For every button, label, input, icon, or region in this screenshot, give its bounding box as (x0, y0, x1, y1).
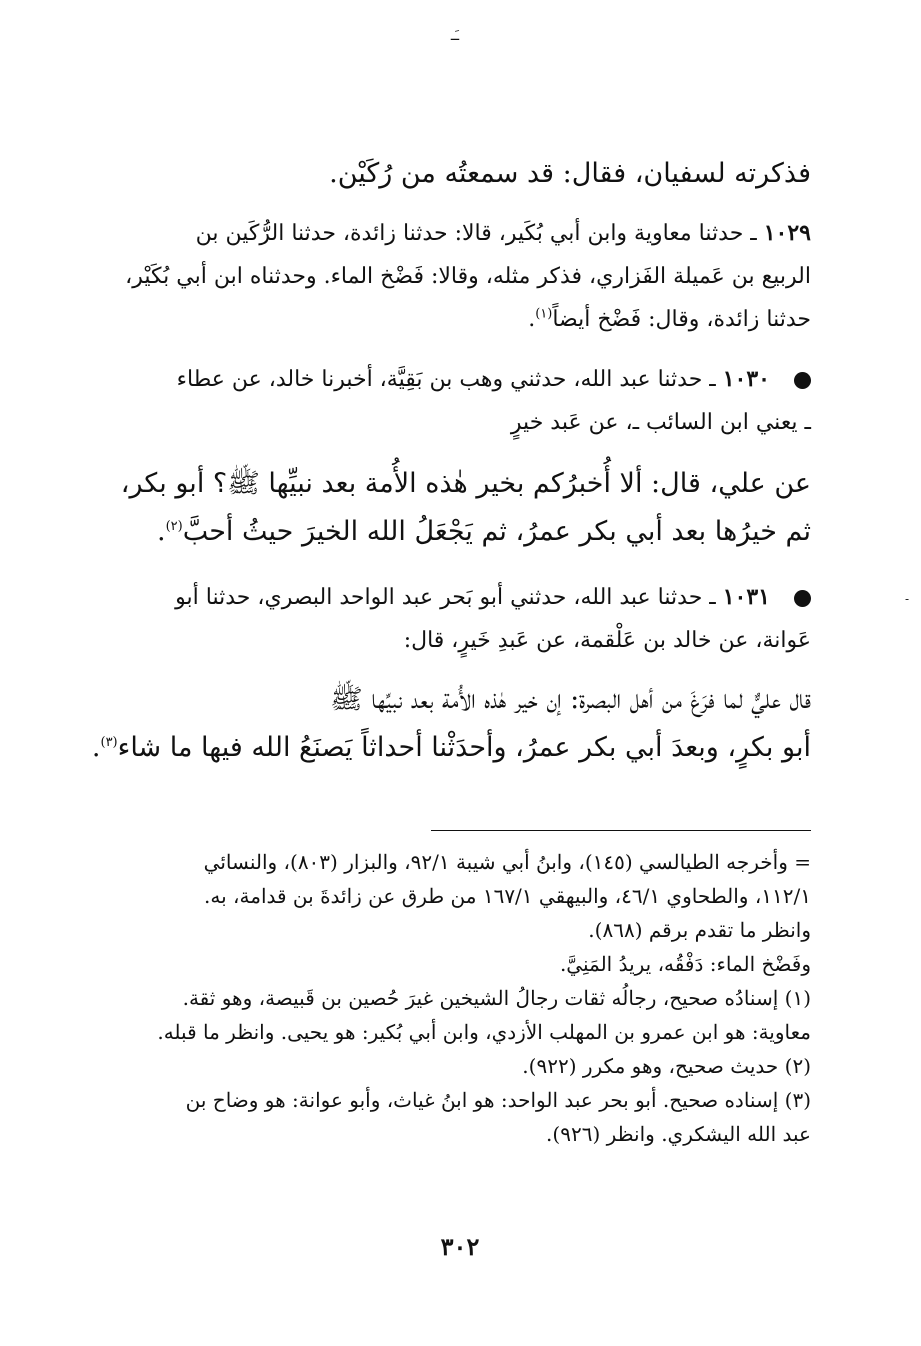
hadith-1031-matn-line-2: أبو بكرٍ، وبعدَ أبي بكر عمرُ، وأحدَثْنا أحداثاً يَصنَعُ الله فيها ما شاء$^{(٣)}$. (91, 732, 811, 763)
top-ornament-mark: ـَـ (450, 28, 460, 44)
hadith-number: ١٠٣٠ (722, 366, 770, 392)
footnote-continuation-line-2: ١١٢/١، والطحاوي ٤٦/١، والبيهقي ١٦٧/١ من طرق عن زائدةَ بن قدامة، به. (204, 884, 811, 908)
footnote-ref-2: (٢) (165, 519, 183, 534)
hadith-1031-matn-line-1: قال عليٌّ لما فرَغَ من أهل البصرة: إن خير هٰذه الأُمة بعد نبيِّها ﷺ (330, 684, 811, 715)
footnote-1-line-1: (١) إسنادُه صحيح، رجالُه ثقات رجالُ الشيخين غيرَ حُصين بن قَبيصة، وهو ثقة. (182, 986, 811, 1010)
hadith-1029-line-1 (101, 212, 811, 255)
hadith-1031-matn (91, 676, 811, 772)
hadith-1030 (101, 358, 811, 444)
footnote-ref-1: (١) (535, 306, 553, 322)
hadith-1030-matn (101, 460, 811, 556)
hadith-1029-text-3: حدثنا زائدة، وقال: فَضْخ أيضاً (552, 307, 811, 332)
footnote-continuation-line-4: وفَضْخ الماء: دَفْقُه، يريدُ المَنِيَّ. (559, 952, 811, 976)
footnotes-section (101, 845, 811, 1151)
hadith-1029 (101, 212, 811, 341)
hadith-1030-text-1: ـ حدثنا عبد الله، حدثني وهب بن بَقِيَّة، أخبرنا خالد، عن عطاء (176, 367, 716, 392)
margin-mark: - (905, 592, 910, 606)
hadith-1030-matn-line-1: عن علي، قال: ألا أُخبرُكم بخير هٰذه الأُمة بعد نبيِّها ﷺ؟ أبو بكر، (120, 468, 811, 499)
hadith-1030-matn-text-2: ثم خيرُها بعد أبي بكر عمرُ، ثم يَجْعَلُ الله الخيرَ حيثُ أحبَّ (182, 516, 811, 547)
hadith-1030-line-2: ـ يعني ابن السائب ـ، عن عَبد خيرٍ (510, 410, 811, 435)
footnote-ref-3: (٣) (100, 735, 118, 750)
hadith-1031-line-2: عَوانة، عن خالد بن عَلْقمة، عن عَبدِ خَيرٍ، قال: (403, 628, 811, 653)
hadith-1030-line-1 (101, 358, 811, 401)
hadith-number: ١٠٣١ (722, 584, 770, 610)
hadith-1031 (101, 576, 811, 662)
footnote-continuation-line-3: وانظر ما تقدم برقم (٨٦٨). (588, 918, 811, 942)
footnote-1-line-2: معاوية: هو ابن عمرو بن المهلب الأزدي، وابن أبي بُكير: هو يحيى. وانظر ما قبله. (157, 1020, 811, 1044)
page-number: ٣٠٢ (440, 1232, 480, 1261)
opening-paragraph (101, 150, 811, 198)
hadith-1031-line-1 (101, 576, 811, 619)
footnote-3-line-2: عبد الله اليشكري. وانظر (٩٢٦). (546, 1122, 811, 1146)
footnote-separator (431, 830, 811, 831)
hadith-1031-text-1: ـ حدثنا عبد الله، حدثني أبو بَحر عبد الواحد البصري، حدثنا أبو (175, 585, 716, 610)
hadith-1029-line-2: الربيع بن عَميلة الفَزاري، فذكر مثله، وقالا: فَضْخ الماء. وحدثناه ابن أبي بُكَيْر، (125, 264, 811, 289)
hadith-number: ١٠٢٩ (763, 220, 811, 246)
bullet-marker (794, 590, 811, 607)
hadith-1030-matn-line-2: ثم خيرُها بعد أبي بكر عمرُ، ثم يَجْعَلُ الله الخيرَ حيثُ أحبَّ$^{(٢)}$. (156, 516, 811, 547)
hadith-1029-text-1: ـ حدثنا معاوية وابن أبي بُكَير، قالا: حدثنا زائدة، حدثنا الرُّكَين بن (195, 221, 757, 246)
opening-line: فذكرته لسفيان، فقال: قد سمعتُه من رُكَيْن. (329, 158, 811, 189)
footnote-continuation-line-1: = وأخرجه الطيالسي (١٤٥)، وابنُ أبي شيبة ٩٢/١، والبزار (٨٠٣)، والنسائي (203, 850, 811, 874)
footnote-3-line-1: (٣) إسناده صحيح. أبو بحر عبد الواحد: هو ابنُ غياث، وأبو عوانة: هو وضاح بن (185, 1088, 811, 1112)
bullet-marker (794, 372, 811, 389)
footnote-2-line-1: (٢) حديث صحيح، وهو مكرر (٩٢٢). (522, 1054, 811, 1078)
hadith-1029-line-3: حدثنا زائدة، وقال: فَضْخ أيضاً$^{(١)}$. (528, 306, 811, 332)
hadith-1031-matn-text-2: أبو بكرٍ، وبعدَ أبي بكر عمرُ، وأحدَثْنا أحداثاً يَصنَعُ الله فيها ما شاء (117, 732, 811, 763)
